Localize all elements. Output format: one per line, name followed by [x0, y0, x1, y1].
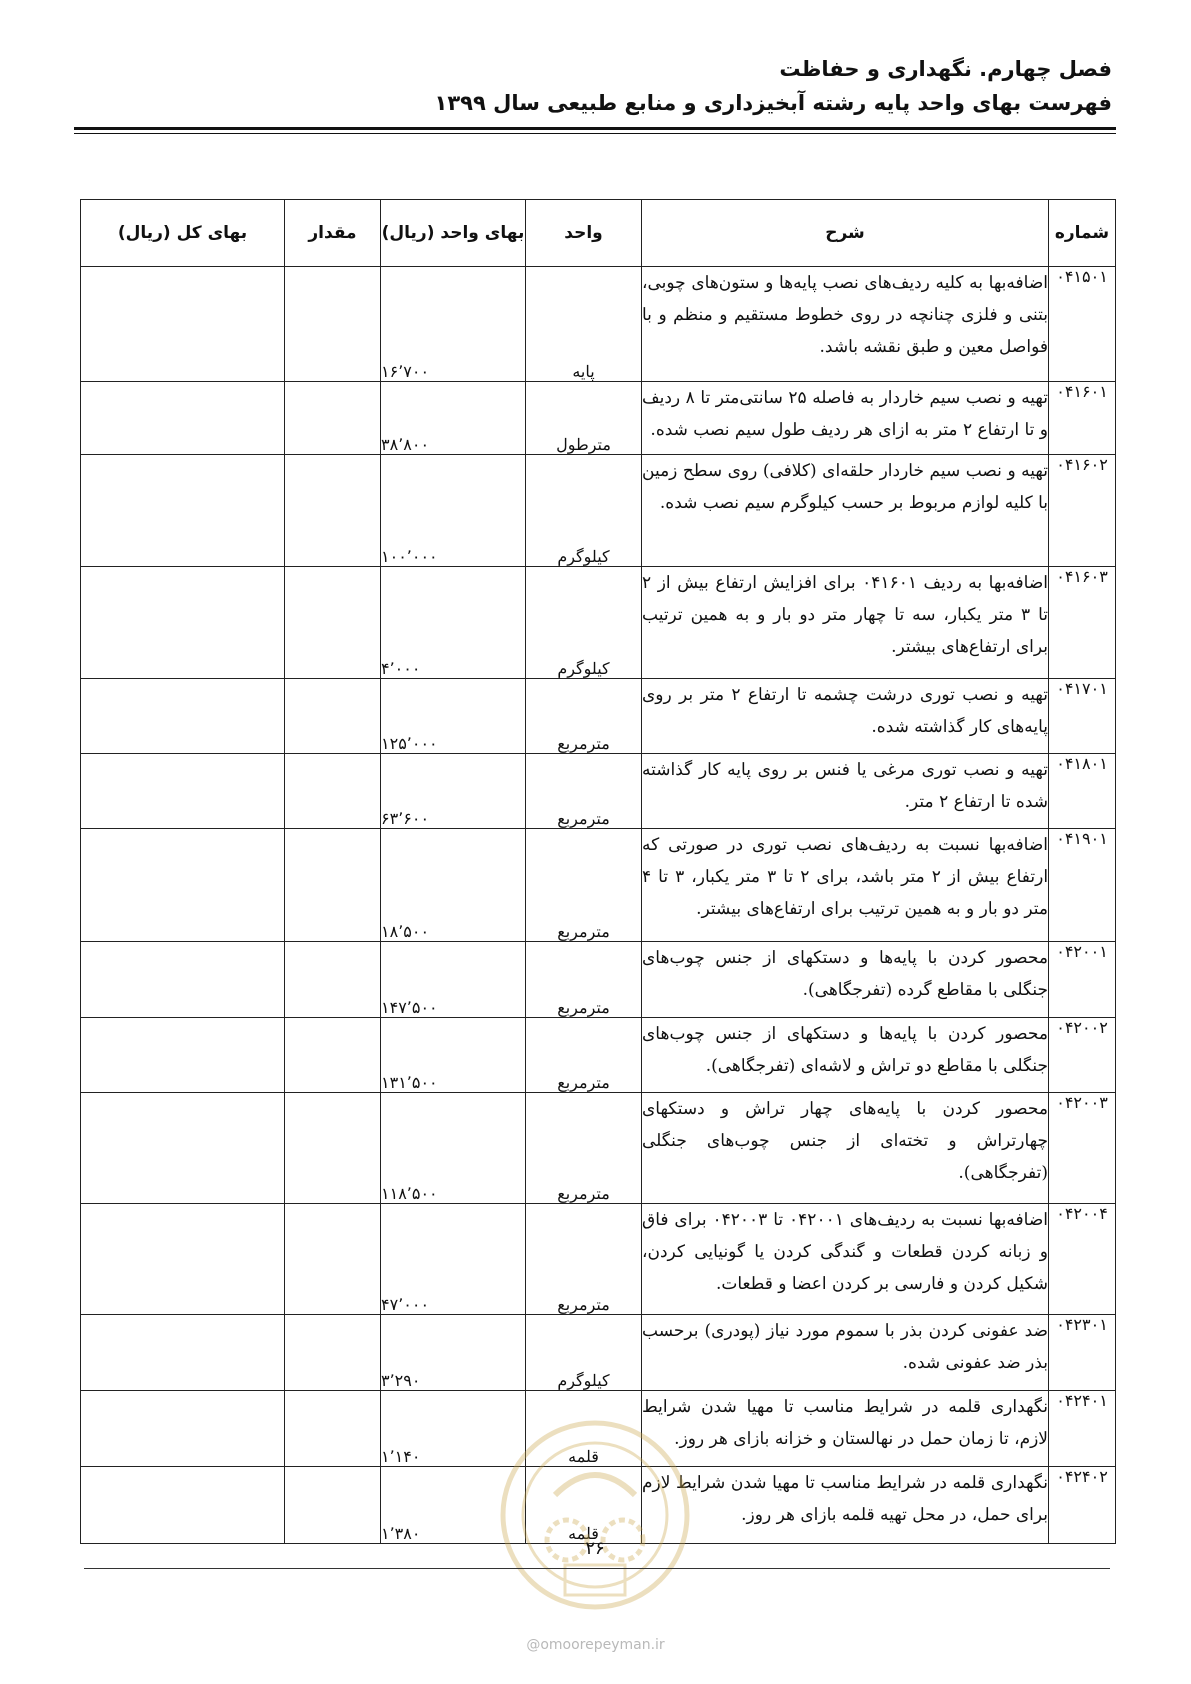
- row-quantity: [285, 455, 381, 567]
- table-row: [81, 1204, 1116, 1315]
- price-list-table: [80, 199, 1116, 1544]
- document-subtitle: فهرست بهای واحد پایه رشته آبخیزداری و منابع طبیعی سال ۱۳۹۹: [434, 91, 1112, 115]
- table-row: [81, 829, 1116, 942]
- row-unit-price: ۳۸٬۸۰۰: [381, 382, 526, 455]
- site-watermark-text: @omoorepeyman.ir: [526, 1637, 665, 1653]
- row-unit-price: ۱٬۱۴۰: [381, 1391, 526, 1467]
- row-description: تهیه و نصب سیم خاردار به فاصله ۲۵ سانتی‌متر تا ۸ ردیف و تا ارتفاع ۲ متر به ازای هر ردیف طول سیم نصب شده.: [642, 382, 1049, 455]
- row-unit: مترطول: [526, 382, 642, 455]
- row-unit: کیلوگرم: [526, 1315, 642, 1391]
- row-code: ۰۴۲۳۰۱: [1049, 1315, 1116, 1391]
- row-description: تهیه و نصب توری مرغی یا فنس بر روی پایه کار گذاشته شده تا ارتفاع ۲ متر.: [642, 754, 1049, 829]
- col-header-code: شماره: [1049, 200, 1116, 267]
- row-description: تهیه و نصب سیم خاردار حلقه‌ای (کلافی) روی سطح زمین با کلیه لوازم مربوط بر حسب کیلوگرم سیم نصب شده.: [642, 455, 1049, 567]
- row-code: ۰۴۱۸۰۱: [1049, 754, 1116, 829]
- row-code: ۰۴۲۰۰۱: [1049, 942, 1116, 1018]
- row-total: [81, 382, 285, 455]
- row-total: [81, 679, 285, 754]
- row-quantity: [285, 1391, 381, 1467]
- row-unit: مترمربع: [526, 1018, 642, 1093]
- row-code: ۰۴۱۶۰۲: [1049, 455, 1116, 567]
- col-header-desc: شرح: [642, 200, 1049, 267]
- row-description: ضد عفونی کردن بذر با سموم مورد نیاز (پودری) برحسب بذر ضد عفونی شده.: [642, 1315, 1049, 1391]
- row-unit: مترمربع: [526, 754, 642, 829]
- row-unit: مترمربع: [526, 942, 642, 1018]
- row-total: [81, 1204, 285, 1315]
- table-row: [81, 267, 1116, 382]
- row-description: اضافه‌بها نسبت به ردیف‌های ۰۴۲۰۰۱ تا ۰۴۲۰۰۳ برای فاق و زبانه کردن قطعات و گندگی کردن یا گونیایی کردن، شکیل کردن و فارسی بر کردن اعضا و قطعات.: [642, 1204, 1049, 1315]
- row-unit-price: ۱۰۰٬۰۰۰: [381, 455, 526, 567]
- row-unit-price: ۳٬۲۹۰: [381, 1315, 526, 1391]
- row-unit-price: ۶۳٬۶۰۰: [381, 754, 526, 829]
- row-code: ۰۴۲۰۰۴: [1049, 1204, 1116, 1315]
- chapter-title: فصل چهارم. نگهداری و حفاظت: [779, 57, 1112, 81]
- row-description: نگهداری قلمه در شرایط مناسب تا مهیا شدن شرایط لازم، تا زمان حمل در نهالستان و خزانه بازای هر روز.: [642, 1391, 1049, 1467]
- row-unit-price: ۱۲۵٬۰۰۰: [381, 679, 526, 754]
- row-code: ۰۴۱۶۰۱: [1049, 382, 1116, 455]
- table-row: [81, 679, 1116, 754]
- row-total: [81, 1391, 285, 1467]
- row-description: محصور کردن با پایه‌ها و دستکهای از جنس چوب‌های جنگلی با مقاطع گرده (تفرجگاهی).: [642, 942, 1049, 1018]
- row-code: ۰۴۲۴۰۱: [1049, 1391, 1116, 1467]
- row-quantity: [285, 1204, 381, 1315]
- table-row: [81, 942, 1116, 1018]
- table-row: [81, 455, 1116, 567]
- row-total: [81, 567, 285, 679]
- table-row: [81, 567, 1116, 679]
- row-unit: مترمربع: [526, 679, 642, 754]
- row-total: [81, 267, 285, 382]
- footer-rule: [84, 1568, 1110, 1569]
- page-number: ۲۶: [585, 1538, 605, 1559]
- row-unit-price: ۱۶٬۷۰۰: [381, 267, 526, 382]
- row-code: ۰۴۱۵۰۱: [1049, 267, 1116, 382]
- col-header-unit: واحد: [526, 200, 642, 267]
- row-quantity: [285, 1093, 381, 1204]
- row-quantity: [285, 829, 381, 942]
- row-unit: پایه: [526, 267, 642, 382]
- table-row: [81, 754, 1116, 829]
- table-row: [81, 382, 1116, 455]
- row-unit-price: ۴٬۰۰۰: [381, 567, 526, 679]
- row-unit: کیلوگرم: [526, 455, 642, 567]
- watermark-seal-icon: [495, 1415, 695, 1615]
- row-unit-price: ۱٬۳۸۰: [381, 1467, 526, 1544]
- col-header-unit-price: بهای واحد (ریال): [381, 200, 526, 267]
- row-quantity: [285, 567, 381, 679]
- row-total: [81, 754, 285, 829]
- row-description: اضافه‌بها به کلیه ردیف‌های نصب پایه‌ها و ستون‌های چوبی، بتنی و فلزی چنانچه در روی خطوط مستقیم و منظم و با فواصل معین و طبق نقشه باشد.: [642, 267, 1049, 382]
- table-header-row: [81, 200, 1116, 267]
- row-quantity: [285, 754, 381, 829]
- table-row: [81, 1093, 1116, 1204]
- page-header: [80, 52, 1112, 120]
- row-description: تهیه و نصب توری درشت چشمه تا ارتفاع ۲ متر بر روی پایه‌های کار گذاشته شده.: [642, 679, 1049, 754]
- row-total: [81, 829, 285, 942]
- col-header-total: بهای کل (ریال): [81, 200, 285, 267]
- row-quantity: [285, 942, 381, 1018]
- row-unit-price: ۱۱۸٬۵۰۰: [381, 1093, 526, 1204]
- row-quantity: [285, 382, 381, 455]
- row-unit: کیلوگرم: [526, 567, 642, 679]
- row-code: ۰۴۱۶۰۳: [1049, 567, 1116, 679]
- row-code: ۰۴۱۹۰۱: [1049, 829, 1116, 942]
- table-row: [81, 1315, 1116, 1391]
- row-total: [81, 1018, 285, 1093]
- row-total: [81, 455, 285, 567]
- row-unit-price: ۱۴۷٬۵۰۰: [381, 942, 526, 1018]
- row-unit: قلمه: [526, 1467, 642, 1544]
- row-quantity: [285, 679, 381, 754]
- row-total: [81, 1315, 285, 1391]
- row-total: [81, 1093, 285, 1204]
- row-code: ۰۴۱۷۰۱: [1049, 679, 1116, 754]
- col-header-quantity: مقدار: [285, 200, 381, 267]
- row-code: ۰۴۲۴۰۲: [1049, 1467, 1116, 1544]
- row-unit-price: ۴۷٬۰۰۰: [381, 1204, 526, 1315]
- row-description: نگهداری قلمه در شرایط مناسب تا مهیا شدن شرایط لازم برای حمل، در محل تهیه قلمه بازای هر روز.: [642, 1467, 1049, 1544]
- row-code: ۰۴۲۰۰۳: [1049, 1093, 1116, 1204]
- row-quantity: [285, 1315, 381, 1391]
- row-total: [81, 942, 285, 1018]
- row-unit: مترمربع: [526, 1093, 642, 1204]
- row-description: محصور کردن با پایه‌های چهار تراش و دستکهای چهارتراش و تخته‌ای از جنس چوب‌های جنگلی (تفرجگاهی).: [642, 1093, 1049, 1204]
- table-row: [81, 1018, 1116, 1093]
- row-description: اضافه‌بها به ردیف ۰۴۱۶۰۱ برای افزایش ارتفاع بیش از ۲ تا ۳ متر یکبار، سه تا چهار متر دو بار و به همین ترتیب برای ارتفاع‌های بیشتر.: [642, 567, 1049, 679]
- row-total: [81, 1467, 285, 1544]
- row-quantity: [285, 1467, 381, 1544]
- row-unit: قلمه: [526, 1391, 642, 1467]
- row-unit-price: ۱۳۱٬۵۰۰: [381, 1018, 526, 1093]
- row-description: محصور کردن با پایه‌ها و دستکهای از جنس چوب‌های جنگلی با مقاطع دو تراش و لاشه‌ای (تفرجگاهی).: [642, 1018, 1049, 1093]
- row-unit-price: ۱۸٬۵۰۰: [381, 829, 526, 942]
- row-description: اضافه‌بها نسبت به ردیف‌های نصب توری در صورتی که ارتفاع بیش از ۲ متر باشد، برای ۲ تا ۳ متر یکبار، ۳ تا ۴ متر دو بار و به همین ترتیب برای ارتفاع‌های بیشتر.: [642, 829, 1049, 942]
- row-code: ۰۴۲۰۰۲: [1049, 1018, 1116, 1093]
- header-rule-thick: [74, 127, 1116, 130]
- row-unit: مترمربع: [526, 829, 642, 942]
- row-unit: مترمربع: [526, 1204, 642, 1315]
- header-rule-thin: [74, 133, 1116, 134]
- row-quantity: [285, 267, 381, 382]
- row-quantity: [285, 1018, 381, 1093]
